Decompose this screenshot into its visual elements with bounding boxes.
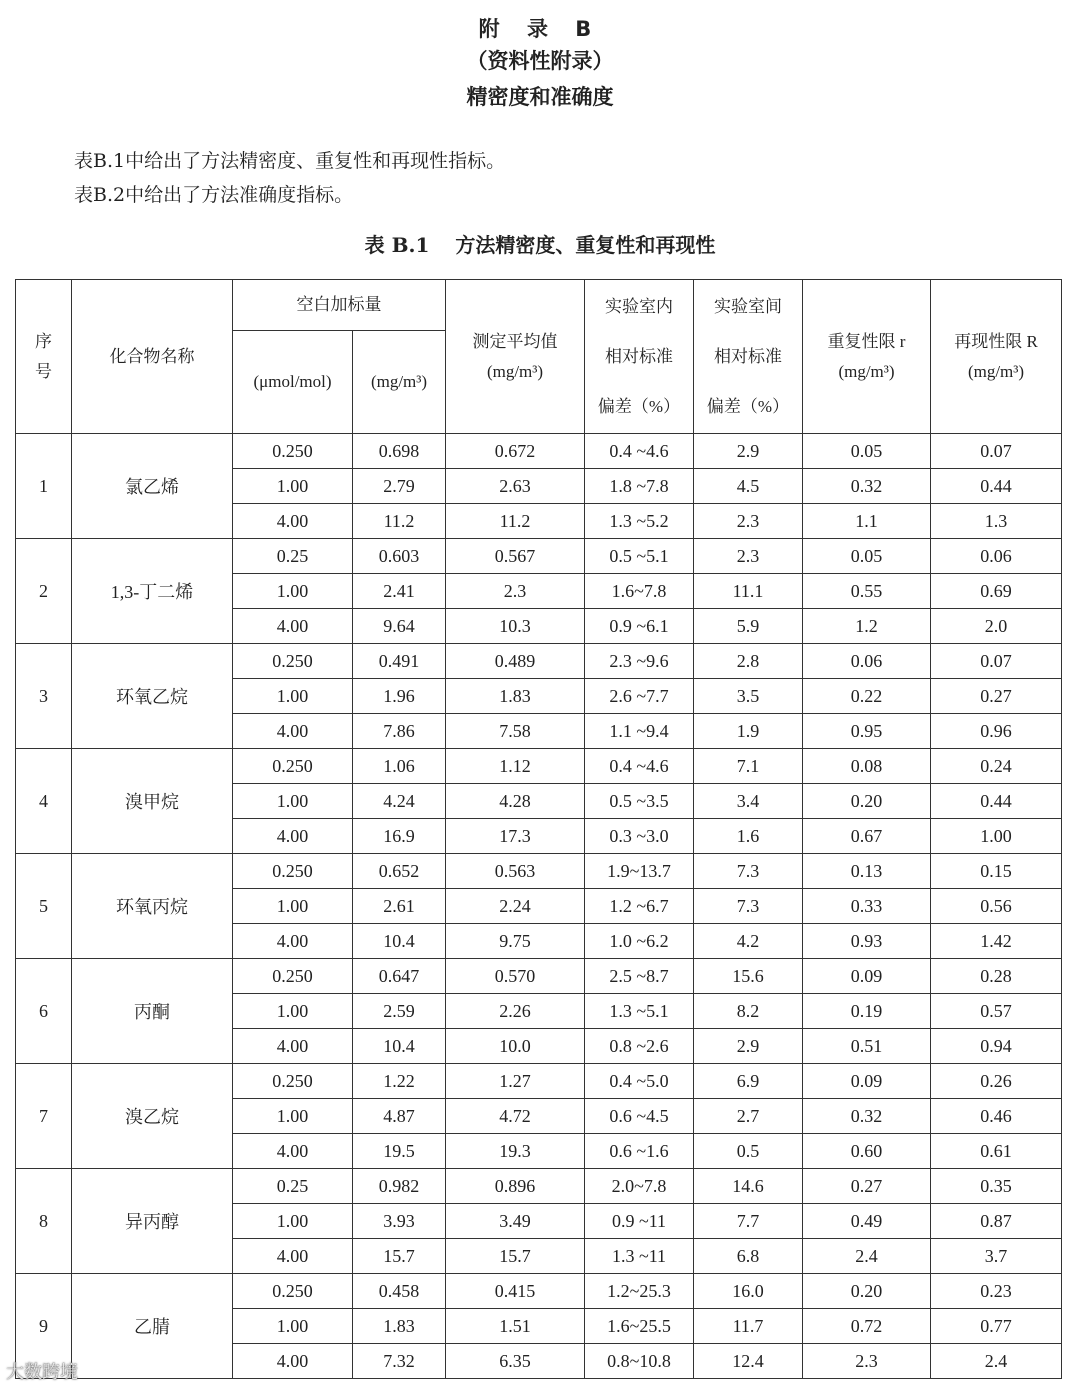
table-cell: 0.9 ~6.1 xyxy=(585,609,694,644)
table-cell: 2.3 xyxy=(694,539,803,574)
table-cell: 0.09 xyxy=(803,959,931,994)
table-cell: 0.4 ~5.0 xyxy=(585,1064,694,1099)
table-cell: 1.42 xyxy=(931,924,1062,959)
table-cell: 0.56 xyxy=(931,889,1062,924)
table-cell: 15.6 xyxy=(694,959,803,994)
table-cell: 0.8~10.8 xyxy=(585,1344,694,1379)
table-cell: 0.23 xyxy=(931,1274,1062,1309)
table-row xyxy=(16,749,1062,784)
table-cell: 0.32 xyxy=(803,1099,931,1134)
table-cell: 4.2 xyxy=(694,924,803,959)
cell-seq: 6 xyxy=(16,959,72,1064)
table-caption-text: 方法精密度、重复性和再现性 xyxy=(455,233,716,257)
table-cell: 3.93 xyxy=(353,1204,446,1239)
table-cell: 0.51 xyxy=(803,1029,931,1064)
table-cell: 4.00 xyxy=(233,1134,353,1169)
table-cell: 1.9 xyxy=(694,714,803,749)
table-cell: 0.95 xyxy=(803,714,931,749)
table-cell: 4.72 xyxy=(446,1099,585,1134)
table-cell: 4.00 xyxy=(233,819,353,854)
table-cell: 0.250 xyxy=(233,434,353,469)
table-cell: 7.3 xyxy=(694,854,803,889)
table-cell: 0.4 ~4.6 xyxy=(585,434,694,469)
table-cell: 10.0 xyxy=(446,1029,585,1064)
table-cell: 0.250 xyxy=(233,749,353,784)
table-caption-number: 表 B.1 xyxy=(364,233,430,257)
table-cell: 3.5 xyxy=(694,679,803,714)
table-cell: 8.2 xyxy=(694,994,803,1029)
table-cell: 3.7 xyxy=(931,1239,1062,1274)
table-cell: 0.94 xyxy=(931,1029,1062,1064)
table-cell: 0.67 xyxy=(803,819,931,854)
table-cell: 1.00 xyxy=(233,1204,353,1239)
table-cell: 1.6~7.8 xyxy=(585,574,694,609)
table-cell: 2.24 xyxy=(446,889,585,924)
table-cell: 1.1 ~9.4 xyxy=(585,714,694,749)
table-cell: 2.63 xyxy=(446,469,585,504)
cell-compound-name: 1,3-丁二烯 xyxy=(72,539,233,644)
table-cell: 2.8 xyxy=(694,644,803,679)
table-cell: 7.1 xyxy=(694,749,803,784)
table-cell: 0.19 xyxy=(803,994,931,1029)
table-cell: 1.96 xyxy=(353,679,446,714)
table-cell: 1.2 xyxy=(803,609,931,644)
table-cell: 0.896 xyxy=(446,1169,585,1204)
table-cell: 2.59 xyxy=(353,994,446,1029)
table-cell: 11.2 xyxy=(353,504,446,539)
intro-paragraph-1: 表B.1中给出了方法精密度、重复性和再现性指标。 xyxy=(74,150,506,172)
header-reproducibility: 再现性限 R (mg/m³) xyxy=(931,280,1062,434)
table-cell: 14.6 xyxy=(694,1169,803,1204)
table-cell: 0.24 xyxy=(931,749,1062,784)
table-cell: 0.61 xyxy=(931,1134,1062,1169)
table-cell: 2.0~7.8 xyxy=(585,1169,694,1204)
table-cell: 1.3 ~5.1 xyxy=(585,994,694,1029)
table-cell: 0.05 xyxy=(803,434,931,469)
header-seq: 序 号 xyxy=(16,280,72,434)
table-cell: 7.32 xyxy=(353,1344,446,1379)
table-cell: 0.15 xyxy=(931,854,1062,889)
table-cell: 0.6 ~1.6 xyxy=(585,1134,694,1169)
cell-compound-name: 异丙醇 xyxy=(72,1169,233,1274)
table-cell: 1.83 xyxy=(446,679,585,714)
table-cell: 1.2 ~6.7 xyxy=(585,889,694,924)
table-cell: 0.250 xyxy=(233,644,353,679)
table-cell: 2.9 xyxy=(694,434,803,469)
table-body xyxy=(16,434,1062,1379)
header-mgm3: (mg/m³) xyxy=(353,331,446,434)
table-cell: 4.00 xyxy=(233,504,353,539)
table-cell: 1.9~13.7 xyxy=(585,854,694,889)
table-cell: 15.7 xyxy=(446,1239,585,1274)
table-cell: 0.5 ~3.5 xyxy=(585,784,694,819)
table-row xyxy=(16,434,1062,469)
table-cell: 4.00 xyxy=(233,609,353,644)
table-cell: 17.3 xyxy=(446,819,585,854)
table-cell: 3.4 xyxy=(694,784,803,819)
table-cell: 0.49 xyxy=(803,1204,931,1239)
table-cell: 2.5 ~8.7 xyxy=(585,959,694,994)
table-cell: 16.9 xyxy=(353,819,446,854)
cell-seq: 1 xyxy=(16,434,72,539)
table-row xyxy=(16,854,1062,889)
table-cell: 0.982 xyxy=(353,1169,446,1204)
table-cell: 11.7 xyxy=(694,1309,803,1344)
table-cell: 9.64 xyxy=(353,609,446,644)
table-cell: 0.603 xyxy=(353,539,446,574)
table-cell: 1.1 xyxy=(803,504,931,539)
table-cell: 4.24 xyxy=(353,784,446,819)
table-cell: 0.5 xyxy=(694,1134,803,1169)
cell-compound-name: 环氧乙烷 xyxy=(72,644,233,749)
cell-seq: 8 xyxy=(16,1169,72,1274)
table-cell: 0.05 xyxy=(803,539,931,574)
table-cell: 12.4 xyxy=(694,1344,803,1379)
table-cell: 0.06 xyxy=(803,644,931,679)
table-cell: 0.28 xyxy=(931,959,1062,994)
table-cell: 1.2~25.3 xyxy=(585,1274,694,1309)
table-cell: 2.26 xyxy=(446,994,585,1029)
table-cell: 11.1 xyxy=(694,574,803,609)
table-cell: 2.3 xyxy=(446,574,585,609)
table-row xyxy=(16,539,1062,574)
table-cell: 6.8 xyxy=(694,1239,803,1274)
cell-compound-name: 乙腈 xyxy=(72,1274,233,1379)
table-cell: 2.61 xyxy=(353,889,446,924)
table-cell: 4.00 xyxy=(233,1239,353,1274)
table-cell: 15.7 xyxy=(353,1239,446,1274)
header-umol: (μmol/mol) xyxy=(233,331,353,434)
table-cell: 0.3 ~3.0 xyxy=(585,819,694,854)
table-cell: 4.87 xyxy=(353,1099,446,1134)
table-cell: 5.9 xyxy=(694,609,803,644)
table-cell: 4.00 xyxy=(233,1029,353,1064)
cell-seq: 4 xyxy=(16,749,72,854)
table-cell: 1.22 xyxy=(353,1064,446,1099)
table-cell: 1.00 xyxy=(931,819,1062,854)
table-cell: 1.00 xyxy=(233,1309,353,1344)
table-cell: 0.25 xyxy=(233,539,353,574)
table-row xyxy=(16,644,1062,679)
table-cell: 4.00 xyxy=(233,714,353,749)
cell-seq: 3 xyxy=(16,644,72,749)
table-cell: 0.4 ~4.6 xyxy=(585,749,694,784)
table-cell: 4.00 xyxy=(233,1344,353,1379)
table-cell: 0.250 xyxy=(233,1064,353,1099)
table-cell: 0.9 ~11 xyxy=(585,1204,694,1239)
table-cell: 0.93 xyxy=(803,924,931,959)
table-cell: 10.4 xyxy=(353,924,446,959)
header-blank-spike: 空白加标量 xyxy=(233,280,446,331)
appendix-title: 附 录 B xyxy=(478,17,602,41)
cell-compound-name: 溴乙烷 xyxy=(72,1064,233,1169)
cell-seq: 9 xyxy=(16,1274,72,1379)
table-cell: 4.28 xyxy=(446,784,585,819)
cell-seq: 2 xyxy=(16,539,72,644)
table-cell: 2.79 xyxy=(353,469,446,504)
section-title: 精密度和准确度 xyxy=(466,85,614,109)
table-cell: 0.491 xyxy=(353,644,446,679)
cell-compound-name: 氯乙烯 xyxy=(72,434,233,539)
table-row xyxy=(16,1064,1062,1099)
table-cell: 6.35 xyxy=(446,1344,585,1379)
table-cell: 0.567 xyxy=(446,539,585,574)
table-cell: 0.96 xyxy=(931,714,1062,749)
table-cell: 0.25 xyxy=(233,1169,353,1204)
table-cell: 1.00 xyxy=(233,1099,353,1134)
table-cell: 2.4 xyxy=(931,1344,1062,1379)
table-cell: 0.32 xyxy=(803,469,931,504)
table-cell: 1.0 ~6.2 xyxy=(585,924,694,959)
appendix-subtitle: （资料性附录） xyxy=(466,49,614,73)
table-cell: 0.07 xyxy=(931,644,1062,679)
table-cell: 10.3 xyxy=(446,609,585,644)
watermark: 大数跨境 xyxy=(6,1362,78,1383)
table-row xyxy=(16,1274,1062,1309)
table-cell: 7.7 xyxy=(694,1204,803,1239)
table-cell: 0.60 xyxy=(803,1134,931,1169)
table-cell: 6.9 xyxy=(694,1064,803,1099)
cell-seq: 7 xyxy=(16,1064,72,1169)
table-cell: 0.44 xyxy=(931,469,1062,504)
table-cell: 0.6 ~4.5 xyxy=(585,1099,694,1134)
table-cell: 0.652 xyxy=(353,854,446,889)
table-cell: 1.3 ~5.2 xyxy=(585,504,694,539)
table-cell: 0.415 xyxy=(446,1274,585,1309)
table-cell: 0.647 xyxy=(353,959,446,994)
table-cell: 7.58 xyxy=(446,714,585,749)
precision-table xyxy=(15,279,1062,1379)
table-cell: 4.00 xyxy=(233,924,353,959)
table-cell: 1.00 xyxy=(233,574,353,609)
header-compound: 化合物名称 xyxy=(72,280,233,434)
table-cell: 0.8 ~2.6 xyxy=(585,1029,694,1064)
table-cell: 0.55 xyxy=(803,574,931,609)
table-cell: 2.6 ~7.7 xyxy=(585,679,694,714)
table-cell: 0.22 xyxy=(803,679,931,714)
cell-compound-name: 丙酮 xyxy=(72,959,233,1064)
table-cell: 0.250 xyxy=(233,959,353,994)
table-cell: 2.0 xyxy=(931,609,1062,644)
table-cell: 7.86 xyxy=(353,714,446,749)
table-cell: 2.3 xyxy=(694,504,803,539)
header-mean: 测定平均值 (mg/m³) xyxy=(446,280,585,434)
table-cell: 0.458 xyxy=(353,1274,446,1309)
table-cell: 2.3 ~9.6 xyxy=(585,644,694,679)
table-cell: 0.5 ~5.1 xyxy=(585,539,694,574)
table-cell: 19.3 xyxy=(446,1134,585,1169)
table-cell: 1.00 xyxy=(233,469,353,504)
table-cell: 2.3 xyxy=(803,1344,931,1379)
table-cell: 0.77 xyxy=(931,1309,1062,1344)
cell-compound-name: 溴甲烷 xyxy=(72,749,233,854)
table-cell: 1.00 xyxy=(233,784,353,819)
table-row xyxy=(16,1169,1062,1204)
table-cell: 0.250 xyxy=(233,1274,353,1309)
table-cell: 0.27 xyxy=(931,679,1062,714)
table-cell: 2.41 xyxy=(353,574,446,609)
table-cell: 0.33 xyxy=(803,889,931,924)
table-cell: 0.698 xyxy=(353,434,446,469)
table-cell: 0.09 xyxy=(803,1064,931,1099)
table-cell: 0.570 xyxy=(446,959,585,994)
table-cell: 0.20 xyxy=(803,784,931,819)
table-cell: 0.563 xyxy=(446,854,585,889)
table-cell: 0.27 xyxy=(803,1169,931,1204)
table-cell: 2.9 xyxy=(694,1029,803,1064)
table-cell: 0.69 xyxy=(931,574,1062,609)
header-inter-lab-rsd: 实验室间 相对标准 偏差（%） xyxy=(694,280,803,434)
table-cell: 0.672 xyxy=(446,434,585,469)
table-cell: 11.2 xyxy=(446,504,585,539)
table-cell: 1.83 xyxy=(353,1309,446,1344)
table-cell: 16.0 xyxy=(694,1274,803,1309)
table-cell: 0.72 xyxy=(803,1309,931,1344)
header-intra-lab-rsd: 实验室内 相对标准 偏差（%） xyxy=(585,280,694,434)
table-cell: 1.3 ~11 xyxy=(585,1239,694,1274)
table-cell: 0.46 xyxy=(931,1099,1062,1134)
cell-seq: 5 xyxy=(16,854,72,959)
table-cell: 1.00 xyxy=(233,889,353,924)
table-cell: 0.07 xyxy=(931,434,1062,469)
table-cell: 0.35 xyxy=(931,1169,1062,1204)
cell-compound-name: 环氧丙烷 xyxy=(72,854,233,959)
table-cell: 10.4 xyxy=(353,1029,446,1064)
table-cell: 1.06 xyxy=(353,749,446,784)
table-cell: 1.12 xyxy=(446,749,585,784)
table-row xyxy=(16,959,1062,994)
table-cell: 2.4 xyxy=(803,1239,931,1274)
table-cell: 3.49 xyxy=(446,1204,585,1239)
table-cell: 0.26 xyxy=(931,1064,1062,1099)
table-cell: 0.13 xyxy=(803,854,931,889)
table-cell: 1.6 xyxy=(694,819,803,854)
table-cell: 0.489 xyxy=(446,644,585,679)
table-cell: 0.87 xyxy=(931,1204,1062,1239)
table-cell: 0.57 xyxy=(931,994,1062,1029)
table-cell: 9.75 xyxy=(446,924,585,959)
table-cell: 7.3 xyxy=(694,889,803,924)
table-cell: 0.08 xyxy=(803,749,931,784)
table-cell: 1.27 xyxy=(446,1064,585,1099)
header-repeatability: 重复性限 r (mg/m³) xyxy=(803,280,931,434)
table-cell: 1.8 ~7.8 xyxy=(585,469,694,504)
table-cell: 0.20 xyxy=(803,1274,931,1309)
table-cell: 0.44 xyxy=(931,784,1062,819)
table-cell: 1.00 xyxy=(233,679,353,714)
table-cell: 4.5 xyxy=(694,469,803,504)
table-cell: 1.51 xyxy=(446,1309,585,1344)
table-cell: 1.6~25.5 xyxy=(585,1309,694,1344)
table-cell: 19.5 xyxy=(353,1134,446,1169)
table-cell: 2.7 xyxy=(694,1099,803,1134)
table-cell: 0.250 xyxy=(233,854,353,889)
table-cell: 1.00 xyxy=(233,994,353,1029)
intro-paragraph-2: 表B.2中给出了方法准确度指标。 xyxy=(74,184,354,206)
table-cell: 1.3 xyxy=(931,504,1062,539)
table-caption xyxy=(0,230,1080,260)
table-cell: 0.06 xyxy=(931,539,1062,574)
